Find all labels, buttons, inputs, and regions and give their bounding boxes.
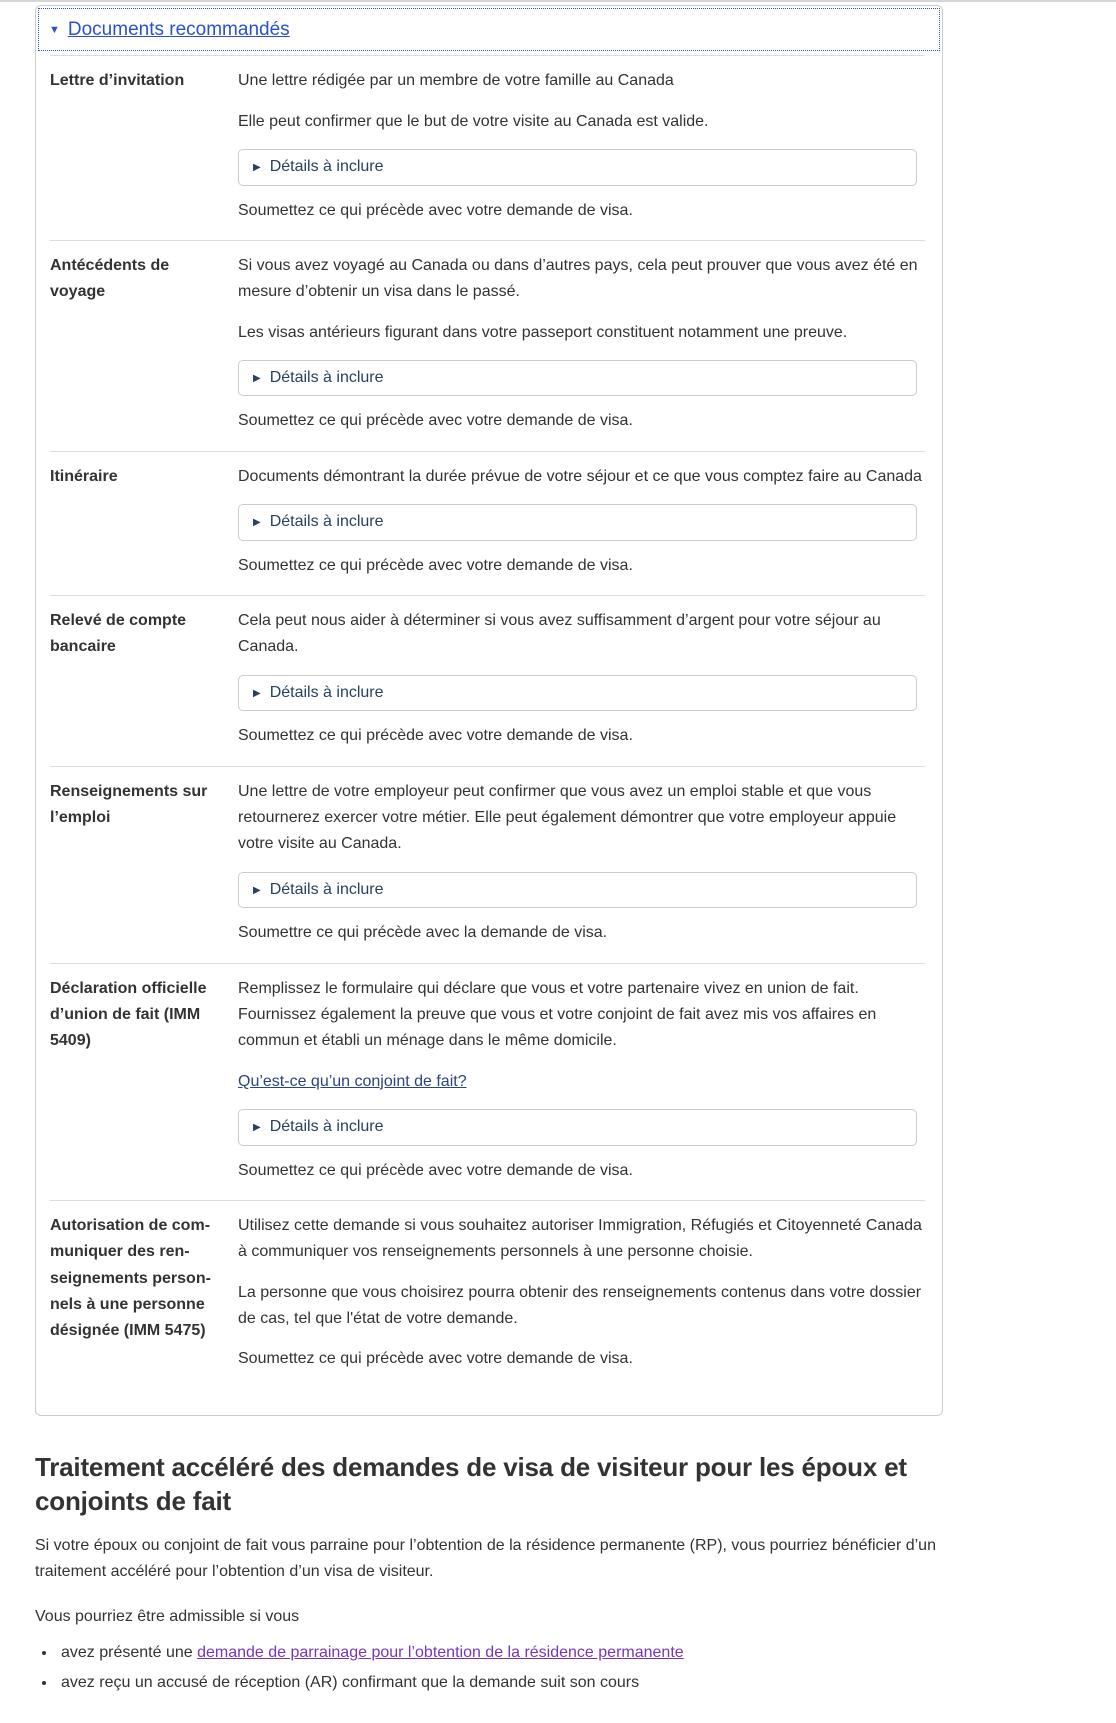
recommended-documents-summary[interactable] <box>38 8 940 51</box>
section-heading: Traitement accéléré des demandes de visa de visiteur pour les époux et conjoints de fait <box>35 1451 907 1517</box>
details-label: Détails à inclure <box>269 158 384 176</box>
caret-right-icon: ▶ <box>253 1122 261 1134</box>
table-row <box>50 963 925 1200</box>
description-paragraph: Les visas antérieurs figurant dans votre passeport constituent notamment une preuve. <box>238 323 848 341</box>
submission-note: Soumettez ce qui précède avec votre demande de visa. <box>238 412 633 430</box>
document-name-cell: Relevé de compte bancaire <box>50 612 187 656</box>
description-paragraph: Remplissez le formulaire qui déclare que vous et votre partenaire vivez en union de fait. Fournissez également la preuve que vous et votre conjoint de fait avez mis vos affaires en commun et établi un ménage dans le même domicile. <box>238 979 877 1050</box>
description-paragraph: Une lettre rédigée par un membre de votre famille au Canada <box>238 72 674 90</box>
submission-note: Soumettez ce qui précède avec votre demande de visa. <box>238 1161 633 1179</box>
description-paragraph: Cela peut nous aider à déterminer si vous avez suffisamment d’argent pour votre séjour au Canada. <box>238 612 881 656</box>
document-name-cell: Itinéraire <box>50 467 118 485</box>
table-row <box>50 766 925 963</box>
details-label: Détails à inclure <box>269 880 384 898</box>
document-name-cell: Déclaration officielle d’union de fait (IMM 5409) <box>50 979 207 1050</box>
description-paragraph: Elle peut confirmer que le but de votre visite au Canada est valide. <box>238 112 709 130</box>
table-row <box>50 56 925 241</box>
details-to-include-summary[interactable] <box>239 1110 916 1144</box>
document-description-cell <box>238 56 925 241</box>
details-to-include <box>238 872 917 908</box>
caret-right-icon: ▶ <box>253 517 261 529</box>
document-description-cell <box>238 596 925 767</box>
sponsorship-application-link[interactable]: demande de parrainage pour l’obtention de la résidence permanente <box>197 1644 684 1662</box>
caret-down-icon: ▼ <box>49 24 60 36</box>
description-paragraph: Une lettre de votre employeur peut confirmer que vous avez un emploi stable et que vous retournerez exercer votre métier. Elle peut également démontrer que votre employeur appuie votre visite au Canada. <box>238 782 897 853</box>
caret-right-icon: ▶ <box>253 884 261 896</box>
details-label: Détails à inclure <box>269 513 384 531</box>
table-row <box>50 240 925 451</box>
list-item: • avez présenté une demande de parrainage pour l’obtention de la résidence permanente <box>57 1640 943 1666</box>
submission-note: Soumettez ce qui précède avec votre demande de visa. <box>238 201 633 219</box>
details-to-include <box>238 1109 917 1145</box>
submission-note: Soumettez ce qui précède avec votre demande de visa. <box>238 1350 633 1368</box>
document-description-cell <box>238 240 925 451</box>
document-name-cell: Autorisation de communiquer des renseignements personnels à une personne désignée (IMM 5475) <box>50 1216 211 1340</box>
eligibility-lead: Vous pourriez être admissible si vous <box>35 1607 300 1625</box>
description-paragraph: Si vous avez voyagé au Canada ou dans d’autres pays, cela peut prouver que vous avez été en mesure d’obtenir un visa dans le passé. <box>238 256 918 301</box>
recommended-documents-details <box>35 5 943 1416</box>
document-name-cell: Lettre d’invitation <box>50 72 185 90</box>
document-description-cell <box>238 963 925 1200</box>
details-to-include <box>238 675 917 711</box>
details-to-include-summary[interactable] <box>239 873 916 907</box>
description-paragraph: Documents démontrant la durée prévue de votre séjour et ce que vous comptez faire au Canada <box>238 467 922 485</box>
documents-table <box>50 55 925 1389</box>
submission-note: Soumettre ce qui précède avec la demande de visa. <box>238 924 608 942</box>
document-name-cell: Renseignements sur l’emploi <box>50 782 208 826</box>
details-to-include-summary[interactable] <box>239 361 916 395</box>
details-to-include <box>238 149 917 185</box>
details-to-include <box>238 360 917 396</box>
document-description-cell <box>238 1200 925 1388</box>
description-paragraph: Utilisez cette demande si vous souhaitez autoriser Immigration, Réfugiés et Citoyenneté Canada à communiquer vos renseignements personnels à une personne choisie. <box>238 1216 922 1261</box>
caret-right-icon: ▶ <box>253 162 261 174</box>
details-to-include-summary[interactable] <box>239 505 916 539</box>
details-to-include <box>238 504 917 540</box>
submission-note: Soumettez ce qui précède avec votre demande de visa. <box>238 556 633 574</box>
document-name-cell: Antécédents de voyage <box>50 256 170 301</box>
recommended-documents-summary-label: Documents recommandés <box>67 19 290 40</box>
page-top-rule <box>0 0 1116 2</box>
description-link-paragraph <box>238 1069 925 1095</box>
details-label: Détails à inclure <box>269 1118 384 1136</box>
eligibility-list <box>57 1640 943 1696</box>
intro-paragraph: Si votre époux ou conjoint de fait vous parraine pour l’obtention de la résidence permanente (RP), vous pourriez bénéficier d’un traitement accéléré pour l’obtention d’un visa de visiteur. <box>35 1537 936 1581</box>
details-label: Détails à inclure <box>269 683 384 701</box>
recommended-documents-panel <box>36 53 942 1415</box>
table-row <box>50 596 925 767</box>
document-description-cell <box>238 451 925 595</box>
table-row <box>50 1200 925 1388</box>
details-to-include-summary[interactable] <box>239 676 916 710</box>
table-row <box>50 451 925 595</box>
document-description-cell <box>238 766 925 963</box>
caret-right-icon: ▶ <box>253 373 261 385</box>
main-content <box>35 5 943 1723</box>
common-law-partner-link[interactable]: Qu’est-ce qu’un conjoint de fait? <box>238 1072 467 1090</box>
details-to-include-summary[interactable] <box>239 150 916 184</box>
caret-right-icon: ▶ <box>253 687 261 699</box>
submission-note: Soumettez ce qui précède avec votre demande de visa. <box>238 727 633 745</box>
details-label: Détails à inclure <box>269 369 384 387</box>
documents-table-body <box>50 56 925 1389</box>
description-paragraph: La personne que vous choisirez pourra obtenir des renseignements contenus dans votre dossier de cas, tel que l'état de votre demande. <box>238 1283 922 1328</box>
list-item: • avez reçu un accusé de réception (AR) confirmant que la demande suit son cours <box>57 1670 943 1696</box>
